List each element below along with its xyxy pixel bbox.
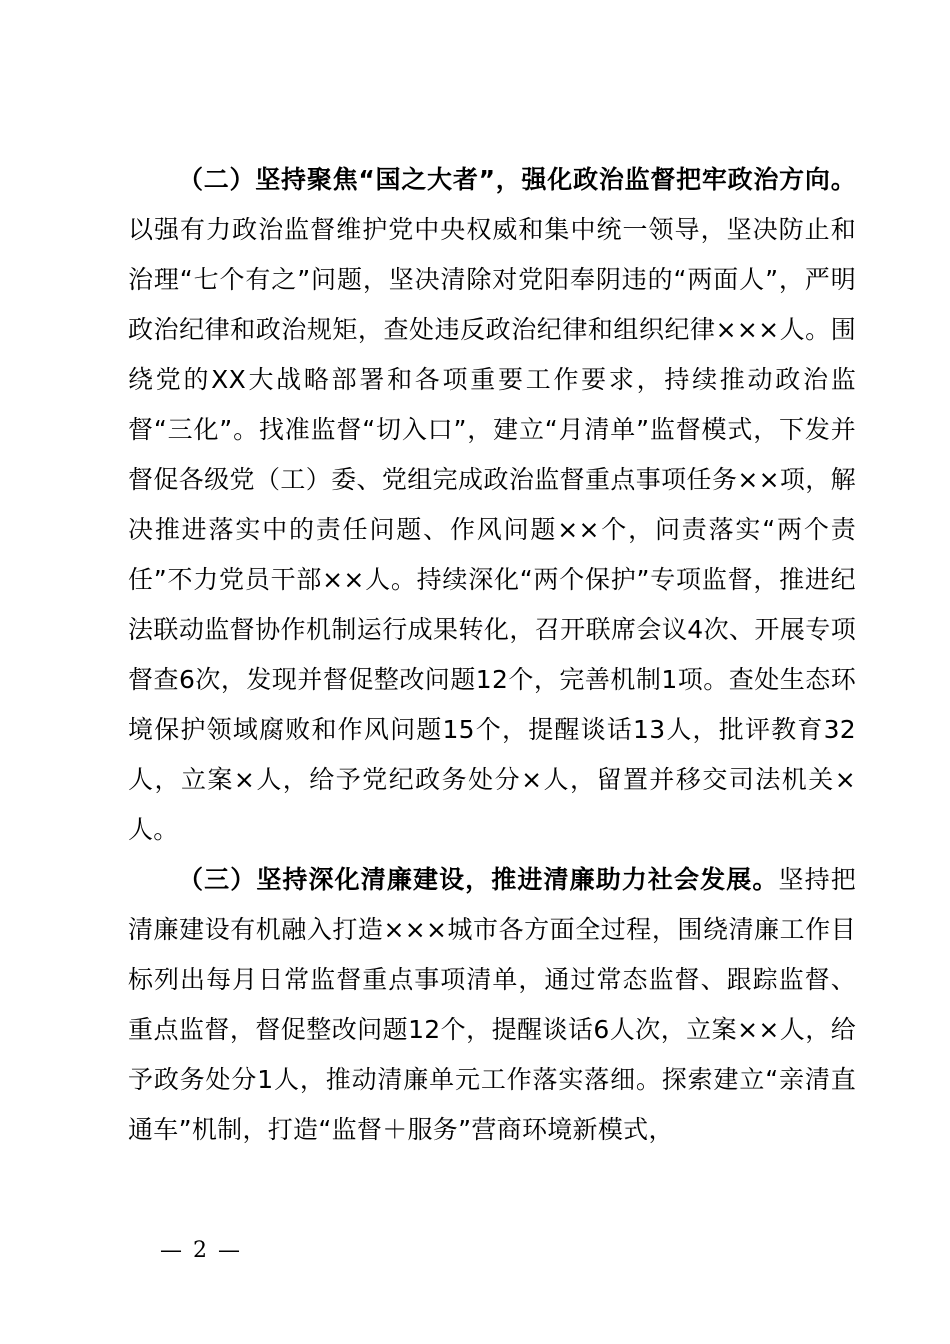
paragraph-clean-governance bbox=[128, 855, 856, 1155]
page-number: — 2 — bbox=[160, 1238, 242, 1263]
section-heading-two: （二）坚持聚焦“国之大者”，强化政治监督把牢政治方向。 bbox=[178, 165, 856, 194]
document-body bbox=[128, 155, 856, 1155]
paragraph-political-supervision bbox=[128, 155, 856, 855]
paragraph-body-three: 坚持把清廉建设有机融入打造×××城市各方面全过程，围绕清廉工作目标列出每月日常监督重点事项清单，通过常态监督、跟踪监督、重点监督，督促整改问题12个，提醒谈话6人次，立案××人，给予政务处分1人，推动清廉单元工作落实落细。探索建立“亲清直通车”机制，打造“监督＋服务”营商环境新模式， bbox=[128, 865, 856, 1144]
paragraph-body-two: 以强有力政治监督维护党中央权威和集中统一领导，坚决防止和治理“七个有之”问题，坚决清除对党阳奉阴违的“两面人”，严明政治纪律和政治规矩，查处违反政治纪律和组织纪律×××人。围绕党的XX大战略部署和各项重要工作要求，持续推动政治监督“三化”。找准监督“切入口”，建立“月清单”监督模式，下发并督促各级党（工）委、党组完成政治监督重点事项任务××项，解决推进落实中的责任问题、作风问题××个，问责落实“两个责任”不力党员干部××人。持续深化“两个保护”专项监督，推进纪法联动监督协作机制运行成果转化，召开联席会议4次、开展专项督查6次，发现并督促整改问题12个，完善机制1项。查处生态环境保护领域腐败和作风问题15个，提醒谈话13人，批评教育32人，立案×人，给予党纪政务处分×人，留置并移交司法机关×人。 bbox=[128, 215, 857, 844]
section-heading-three: （三）坚持深化清廉建设，推进清廉助力社会发展。 bbox=[178, 865, 779, 894]
